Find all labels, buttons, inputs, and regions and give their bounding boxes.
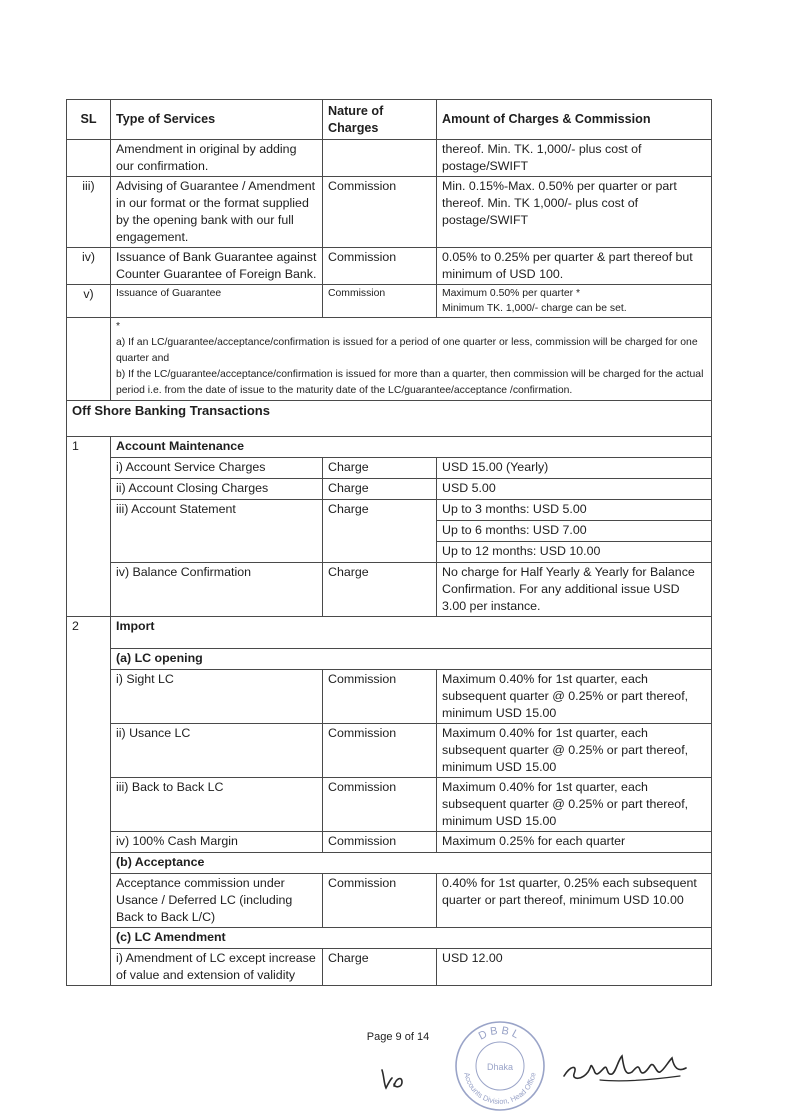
- seal-middle-text: Dhaka: [486, 1062, 514, 1072]
- table-row: [67, 437, 712, 458]
- row-amount: 0.40% for 1st quarter, 0.25% each subsequent quarter or part thereof, minimum USD 10.00: [437, 874, 712, 928]
- table-row: [67, 928, 712, 949]
- row-sl: 1: [67, 437, 111, 458]
- header-amount: Amount of Charges & Commission: [437, 100, 712, 140]
- group-title: Account Maintenance: [111, 437, 712, 458]
- row-amount: No charge for Half Yearly & Yearly for Balance Confirmation. For any additional issue USD 3.00 per instance.: [437, 563, 712, 617]
- row-type: iii) Back to Back LC: [111, 778, 323, 832]
- row-sl: v): [67, 285, 111, 318]
- row-nature: Charge: [323, 458, 437, 479]
- row-sl: 2: [67, 617, 111, 649]
- table-row: [67, 248, 712, 285]
- row-type: iii) Account Statement: [111, 500, 323, 563]
- row-nature: Commission: [323, 177, 437, 248]
- row-sl: [67, 140, 111, 177]
- row-nature: Commission: [323, 832, 437, 853]
- subgroup-title: (c) LC Amendment: [111, 928, 712, 949]
- row-sl: iv): [67, 248, 111, 285]
- row-nature: Commission: [323, 248, 437, 285]
- row-type: Issuance of Bank Guarantee against Counter Guarantee of Foreign Bank.: [111, 248, 323, 285]
- header-sl: SL: [67, 100, 111, 140]
- table-row: [67, 563, 712, 617]
- row-type: Amendment in original by adding our confirmation.: [111, 140, 323, 177]
- table-row: [67, 617, 712, 649]
- row-nature: Commission: [323, 778, 437, 832]
- row-amount: Maximum 0.25% for each quarter: [437, 832, 712, 853]
- row-amount: [437, 285, 712, 318]
- office-seal: [452, 1018, 548, 1114]
- header-type: Type of Services: [111, 100, 323, 140]
- row-type: i) Sight LC: [111, 670, 323, 724]
- table-row: [67, 177, 712, 248]
- row-amount: 0.05% to 0.25% per quarter & part thereof but minimum of USD 100.: [437, 248, 712, 285]
- row-amount: USD 12.00: [437, 949, 712, 986]
- note-b: b) If the LC/guarantee/acceptance/confirmation is issued for more than a quarter, then commission will be charged for the actual period i.e. from the date of issue to the maturity date of the LC/guarantee/acceptance /confirmation.: [116, 369, 704, 396]
- seal-bottom-text: Accounts Division, Head Office: [462, 1071, 538, 1107]
- row-amount: Maximum 0.40% for 1st quarter, each subsequent quarter @ 0.25% or part thereof, minimum USD 15.00: [437, 778, 712, 832]
- row-amount: Min. 0.15%-Max. 0.50% per quarter or part thereof. Min. TK 1,000/- plus cost of postage/SWIFT: [437, 177, 712, 248]
- subgroup-title: (a) LC opening: [111, 649, 712, 670]
- row-amount: Up to 3 months: USD 5.00: [437, 500, 712, 521]
- row-type: i) Amendment of LC except increase of value and extension of validity: [111, 949, 323, 986]
- note-row: [67, 318, 712, 401]
- table-row: [67, 778, 712, 832]
- row-type: Acceptance commission under Usance / Deferred LC (including Back to Back L/C): [111, 874, 323, 928]
- signature: [560, 1050, 690, 1090]
- row-type: ii) Usance LC: [111, 724, 323, 778]
- row-amount: USD 15.00 (Yearly): [437, 458, 712, 479]
- row-nature: Charge: [323, 563, 437, 617]
- row-amount: Up to 6 months: USD 7.00: [437, 521, 712, 542]
- row-type: Advising of Guarantee / Amendment in our format or the format supplied by the opening bank with our full engagement.: [111, 177, 323, 248]
- row-nature: Commission: [323, 724, 437, 778]
- row-nature: Commission: [323, 874, 437, 928]
- amount-line: Minimum TK. 1,000/- charge can be set.: [442, 303, 627, 314]
- initials: [378, 1066, 408, 1092]
- row-amount: Up to 12 months: USD 10.00: [437, 542, 712, 563]
- table-row: [67, 949, 712, 986]
- row-type: i) Account Service Charges: [111, 458, 323, 479]
- row-type: ii) Account Closing Charges: [111, 479, 323, 500]
- row-amount: USD 5.00: [437, 479, 712, 500]
- row-nature: [323, 140, 437, 177]
- svg-text:DBBL: [477, 1025, 524, 1043]
- row-nature: Charge: [323, 949, 437, 986]
- section-title: Off Shore Banking Transactions: [67, 401, 712, 437]
- table-row: [67, 285, 712, 318]
- table-header-row: [67, 100, 712, 140]
- table-row: [67, 500, 712, 521]
- row-type: iv) 100% Cash Margin: [111, 832, 323, 853]
- row-nature: Charge: [323, 479, 437, 500]
- row-type: iv) Balance Confirmation: [111, 563, 323, 617]
- table-row: [67, 649, 712, 670]
- table-row: [67, 874, 712, 928]
- table-row: [67, 832, 712, 853]
- header-nature: Nature of Charges: [323, 100, 437, 140]
- amount-line: Maximum 0.50% per quarter *: [442, 288, 581, 299]
- note-a: a) If an LC/guarantee/acceptance/confirmation is issued for a period of one quarter or less, commission will be charged for one quarter and: [116, 337, 698, 364]
- table-row: [67, 140, 712, 177]
- row-sl: iii): [67, 177, 111, 248]
- row-nature: Commission: [323, 285, 437, 318]
- note-cell: [111, 318, 712, 401]
- table-row: [67, 670, 712, 724]
- table-row: [67, 479, 712, 500]
- charges-table: [66, 99, 712, 986]
- row-type: Issuance of Guarantee: [111, 285, 323, 318]
- row-amount: thereof. Min. TK. 1,000/- plus cost of postage/SWIFT: [437, 140, 712, 177]
- seal-top-text: DBBL: [476, 1024, 524, 1043]
- table-row: [67, 724, 712, 778]
- page-number: Page 9 of 14: [366, 1031, 430, 1043]
- table-row: [67, 458, 712, 479]
- row-nature: Commission: [323, 670, 437, 724]
- note-star: *: [116, 321, 121, 332]
- row-nature: Charge: [323, 500, 437, 563]
- subgroup-title: (b) Acceptance: [111, 853, 712, 874]
- section-row: [67, 401, 712, 437]
- group-title: Import: [111, 617, 712, 649]
- row-amount: Maximum 0.40% for 1st quarter, each subsequent quarter @ 0.25% or part thereof, minimum USD 15.00: [437, 670, 712, 724]
- table-row: [67, 853, 712, 874]
- row-amount: Maximum 0.40% for 1st quarter, each subsequent quarter @ 0.25% or part thereof, minimum USD 15.00: [437, 724, 712, 778]
